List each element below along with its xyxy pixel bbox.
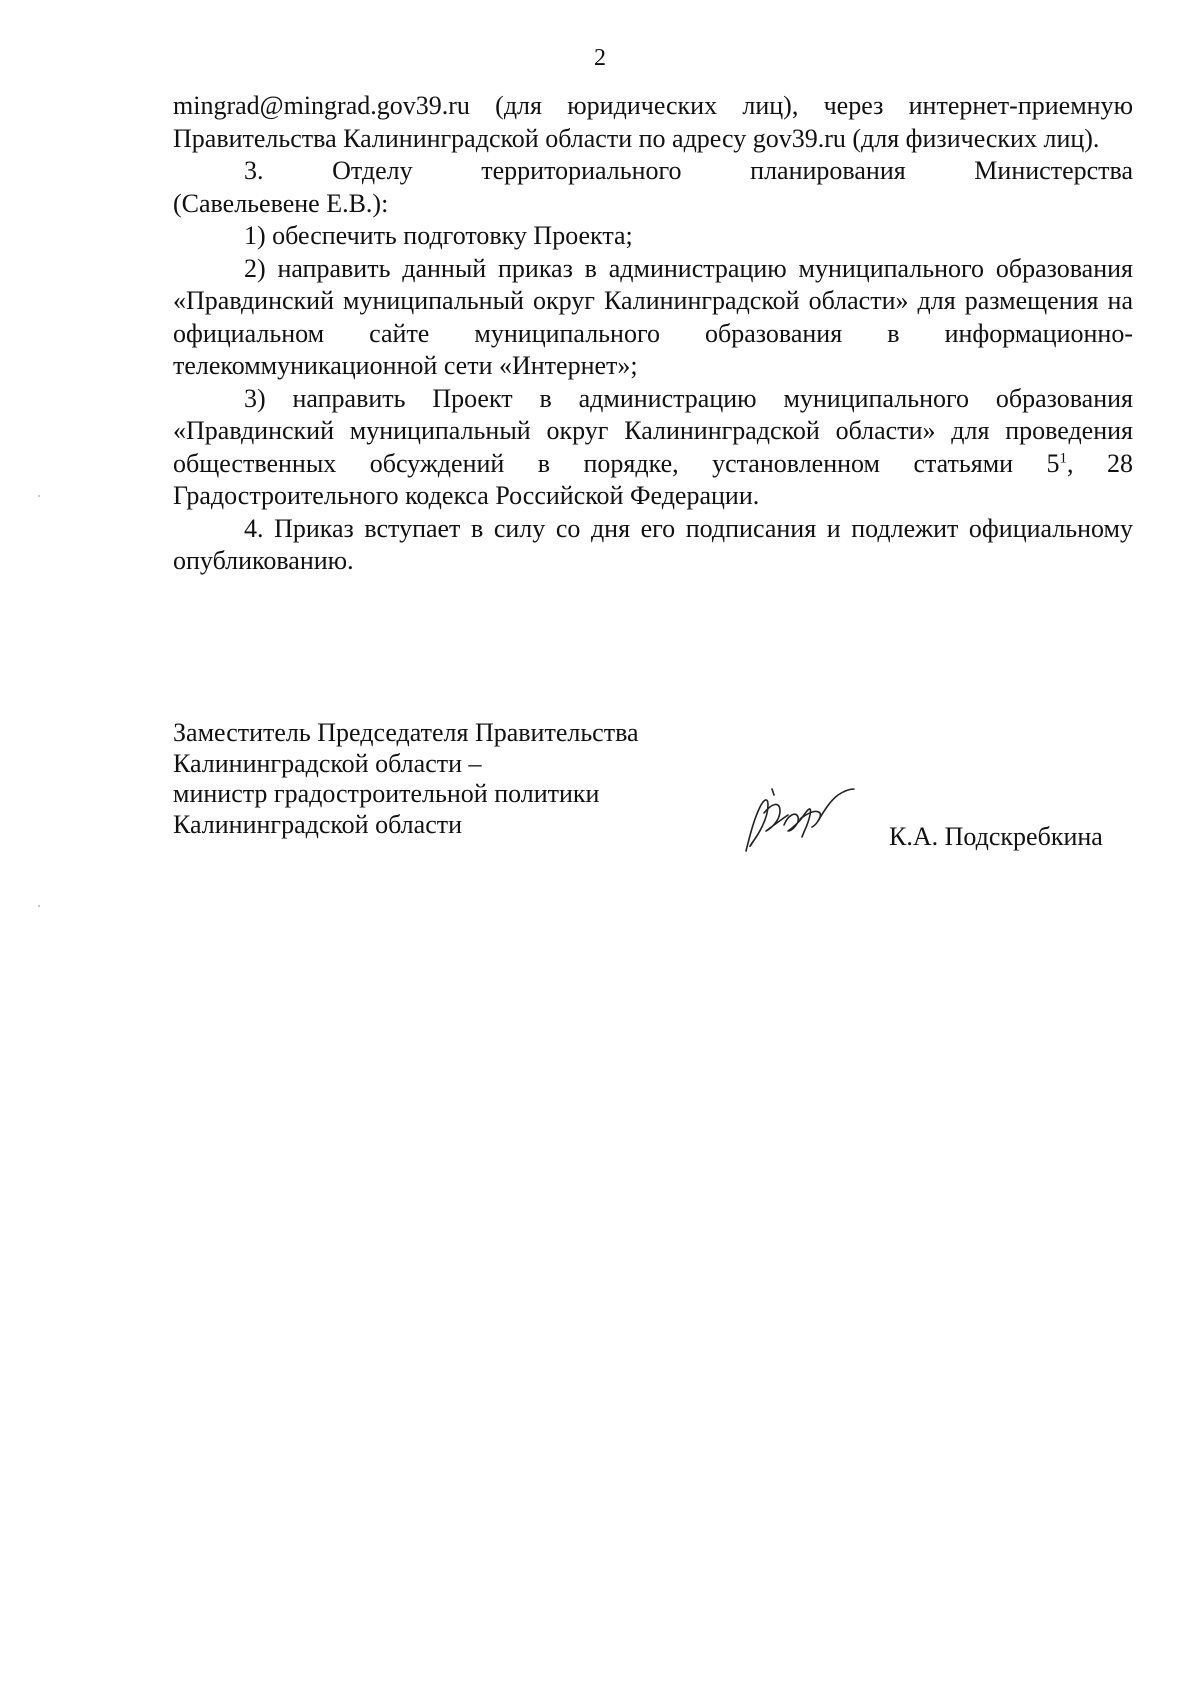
signer-name: К.А. Подскребкина	[889, 822, 1103, 851]
signatory-title-line: Заместитель Председателя Правительства	[173, 718, 639, 747]
paragraph-3-heading: 3. Отделу территориального планирования Министерства	[244, 156, 1133, 185]
paragraph-3-item-1: 1) обеспечить подготовку Проекта;	[244, 221, 633, 250]
paragraph-3-responsible: (Савельевене Е.В.):	[173, 188, 389, 218]
signatory-title-line: Калининградской области –	[173, 748, 482, 778]
document-body	[173, 90, 1133, 578]
handwritten-signature	[738, 785, 858, 855]
paragraph-contact-info: mingrad@mingrad.gov39.ru (для юридических лиц), через интернет-приемную Правительства Калининградской области по адресу gov39.ru (для физических лиц).	[173, 91, 1133, 153]
scan-artifact	[38, 905, 40, 907]
paragraph-3-item-2: 2) направить данный приказ в администрацию муниципального образования «Правдинский муниципальный округ Калининградской области» для размещения на официальном сайте муниципального образования в информационно-телекоммуникационной сети «Интернет»;	[173, 253, 1133, 380]
superscript-article: 1	[1059, 449, 1068, 466]
signatory-title	[173, 718, 733, 840]
page-number: 2	[594, 45, 606, 71]
signatory-title-line: министр градостроительной политики	[173, 779, 600, 808]
paragraph-3-item-3-tail: , 28 Градостроительного кодекса Российской Федерации.	[173, 448, 1134, 510]
paragraph-4: 4. Приказ вступает в силу со дня его подписания и подлежит официальному опубликованию.	[173, 513, 1133, 575]
paragraph-3-item-3-text: 3) направить Проект в администрацию муниципального образования «Правдинский муниципальный округ Калининградской области» для проведения общественных обсуждений в порядке, установленном статьями 5	[173, 383, 1133, 478]
signatory-title-line: Калининградской области	[173, 809, 463, 839]
paragraph-3-item-3	[173, 383, 1133, 513]
scan-artifact	[38, 495, 40, 497]
